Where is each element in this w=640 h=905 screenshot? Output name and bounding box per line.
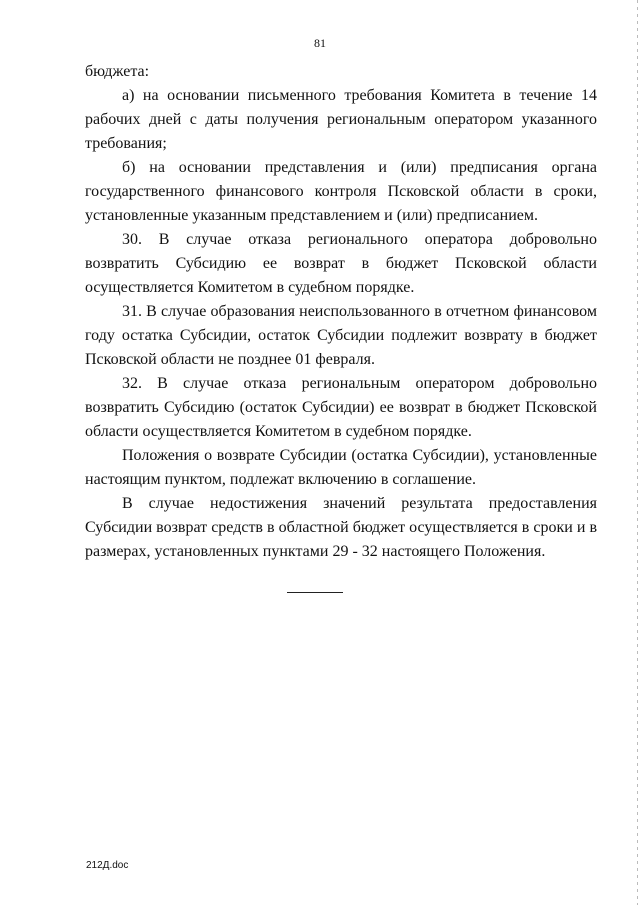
end-rule	[287, 592, 343, 593]
scan-edge	[637, 0, 638, 905]
paragraph-clause-30: 30. В случае отказа регионального оператора добровольно возвратить Субсидию ее возврат в бюджет Псковской области осуществляется Комитетом в судебном порядке.	[85, 231, 597, 296]
paragraph-item-a: а) на основании письменного требования Комитета в течение 14 рабочих дней с даты получения региональным оператором указанного требования;	[85, 87, 597, 152]
paragraph-clause-31: 31. В случае образования неиспользованного в отчетном финансовом году остатка Субсидии, остаток Субсидии подлежит возврату в бюджет Псковской области не позднее 01 февраля.	[85, 303, 597, 368]
page-number: 81	[314, 36, 326, 50]
footer-filename: 212Д.doc	[86, 860, 129, 871]
document-body	[85, 60, 597, 564]
paragraph-non-achievement: В случае недостижения значений результата предоставления Субсидии возврат средств в областной бюджет осуществляется в сроки и в размерах, установленных пунктами 29 - 32 настоящего Положения.	[85, 495, 597, 560]
paragraph-clause-32: 32. В случае отказа региональным оператором добровольно возвратить Субсидию (остаток Субсидии) ее возврат в бюджет Псковской области осуществляется Комитетом в судебном порядке.	[85, 375, 597, 440]
paragraph-item-b: б) на основании представления и (или) предписания органа государственного финансового контроля Псковской области в сроки, установленные указанным представлением и (или) предписанием.	[85, 159, 597, 224]
paragraph-provisions: Положения о возврате Субсидии (остатка Субсидии), установленные настоящим пунктом, подлежат включению в соглашение.	[85, 447, 597, 488]
paragraph-continuation: бюджета:	[85, 63, 150, 80]
